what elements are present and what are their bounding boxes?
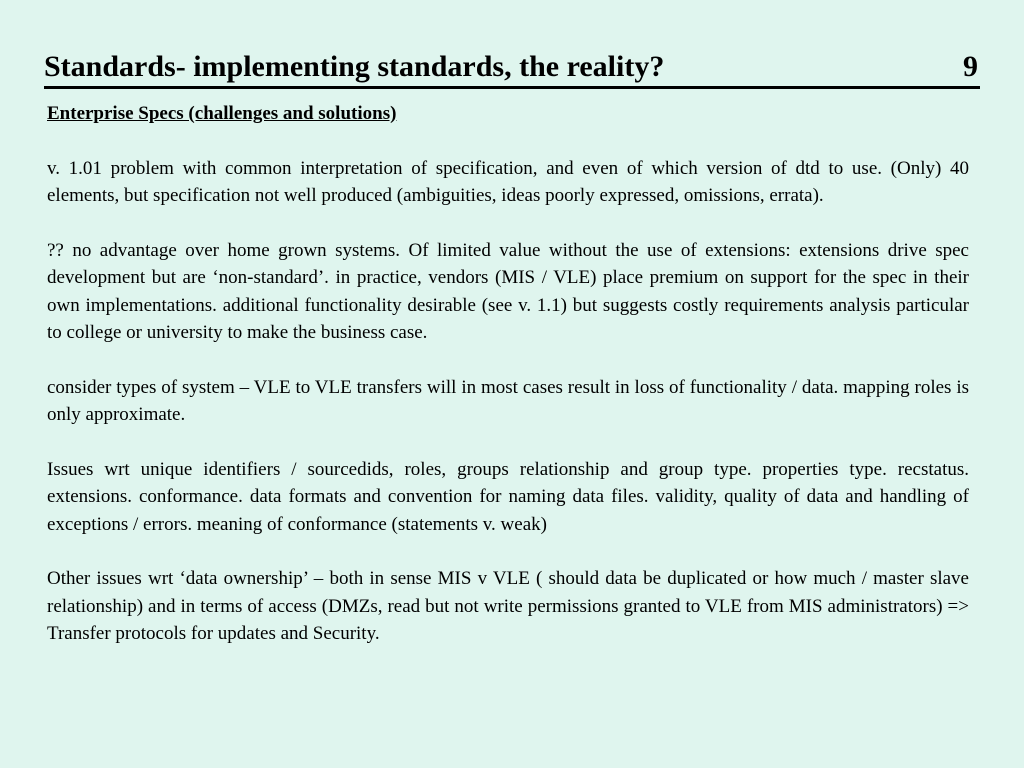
section-heading: Enterprise Specs (challenges and solutions) — [47, 103, 397, 124]
slide-number: 9 — [963, 50, 978, 83]
title-bar — [44, 48, 980, 89]
paragraph-advantages: ?? no advantage over home grown systems. Of limited value without the use of extensions: extensions drive spec development but are ‘non-standard’. in practice, vendors (MIS / VLE) place premium on support for the spec in their own implementations. additional functionality desirable (see v. 1.1) but suggests costly requirements analysis particular to college or university to make the business case. — [47, 239, 969, 343]
slide-content — [47, 100, 969, 648]
paragraph-version: v. 1.01 problem with common interpretation of specification, and even of which version of dtd to use. (Only) 40 elements, but specification not well produced (ambiguities, ideas poorly expressed, omissions, errata). — [47, 157, 969, 206]
paragraph-other-issues: Other issues wrt ‘data ownership’ – both in sense MIS v VLE ( should data be duplicated or how much / master slave relationship) and in terms of access (DMZs, read but not write permissions granted to VLE from MIS administrators) => Transfer protocols for updates and Security. — [47, 568, 969, 644]
paragraph-issues: Issues wrt unique identifiers / sourcedids, roles, groups relationship and group type. properties type. recstatus. extensions. conformance. data formats and convention for naming data files. validity, quality of data and handling of exceptions / errors. meaning of conformance (statements v. weak) — [47, 458, 969, 535]
paragraph-system-types: consider types of system – VLE to VLE transfers will in most cases result in loss of functionality / data. mapping roles is only approximate. — [47, 376, 969, 425]
slide-title: Standards- implementing standards, the reality? — [44, 50, 665, 83]
